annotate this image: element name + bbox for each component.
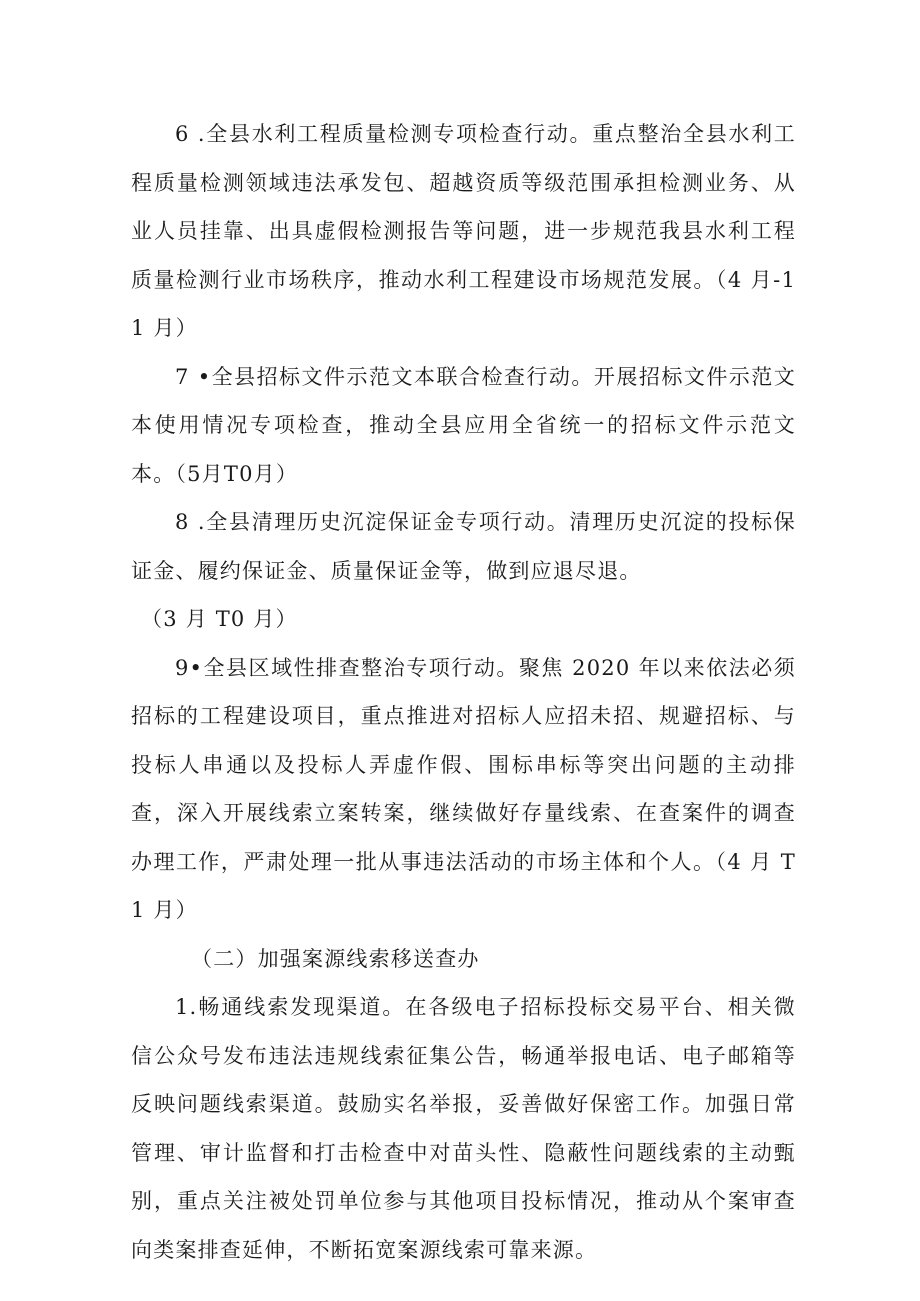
paragraph-subitem-1: 1.畅通线索发现渠道。在各级电子招标投标交易平台、相关微信公众号发布违法违规线索征集公告，畅通举报电话、电子邮箱等反映问题线索渠道。鼓励实名举报，妥善做好保密工作。加强日常管理、审计监督和打击检查中对苗头性、隐蔽性问题线索的主动甄别，重点关注被处罚单位参与其他项目投标情况，推动从个案审查向类案排查延伸，不断拓宽案源线索可靠来源。 [131,995,796,1262]
section-heading: （二）加强案源线索移送查办 [191,946,480,971]
document-body [131,110,796,1274]
paragraph-item-6: 6 .全县水利工程质量检测专项检查行动。重点整治全县水利工程质量检测领域违法承发包、超越资质等级范围承担检测业务、从业人员挂靠、出具虚假检测报告等问题，进一步规范我县水利工程质量检测行业市场秩序，推动水利工程建设市场规范发展。（4 月-11 月） [131,122,796,340]
paragraph-item-9: 9•全县区域性排查整治专项行动。聚焦 2020 年以来依法必须招标的工程建设项目，重点推进对招标人应招未招、规避招标、与投标人串通以及投标人弄虚作假、围标串标等突出问题的主动排查，深入开展线索立案转案，继续做好存量线索、在查案件的调查办理工作，严肃处理一批从事违法活动的市场主体和个人。（4 月 T1 月） [131,655,796,922]
paragraph-item-8: 8 .全县清理历史沉淀保证金专项行动。清理历史沉淀的投标保证金、履约保证金、质量保证金等，做到应退尽退。 [131,510,796,583]
paragraph-item-7: 7 •全县招标文件示范文本联合检查行动。开展招标文件示范文本使用情况专项检查，推动全县应用全省统一的招标文件示范文本。（5月T0月） [131,364,796,486]
paragraph-item-8-date: （3 月 T0 月） [141,607,298,631]
